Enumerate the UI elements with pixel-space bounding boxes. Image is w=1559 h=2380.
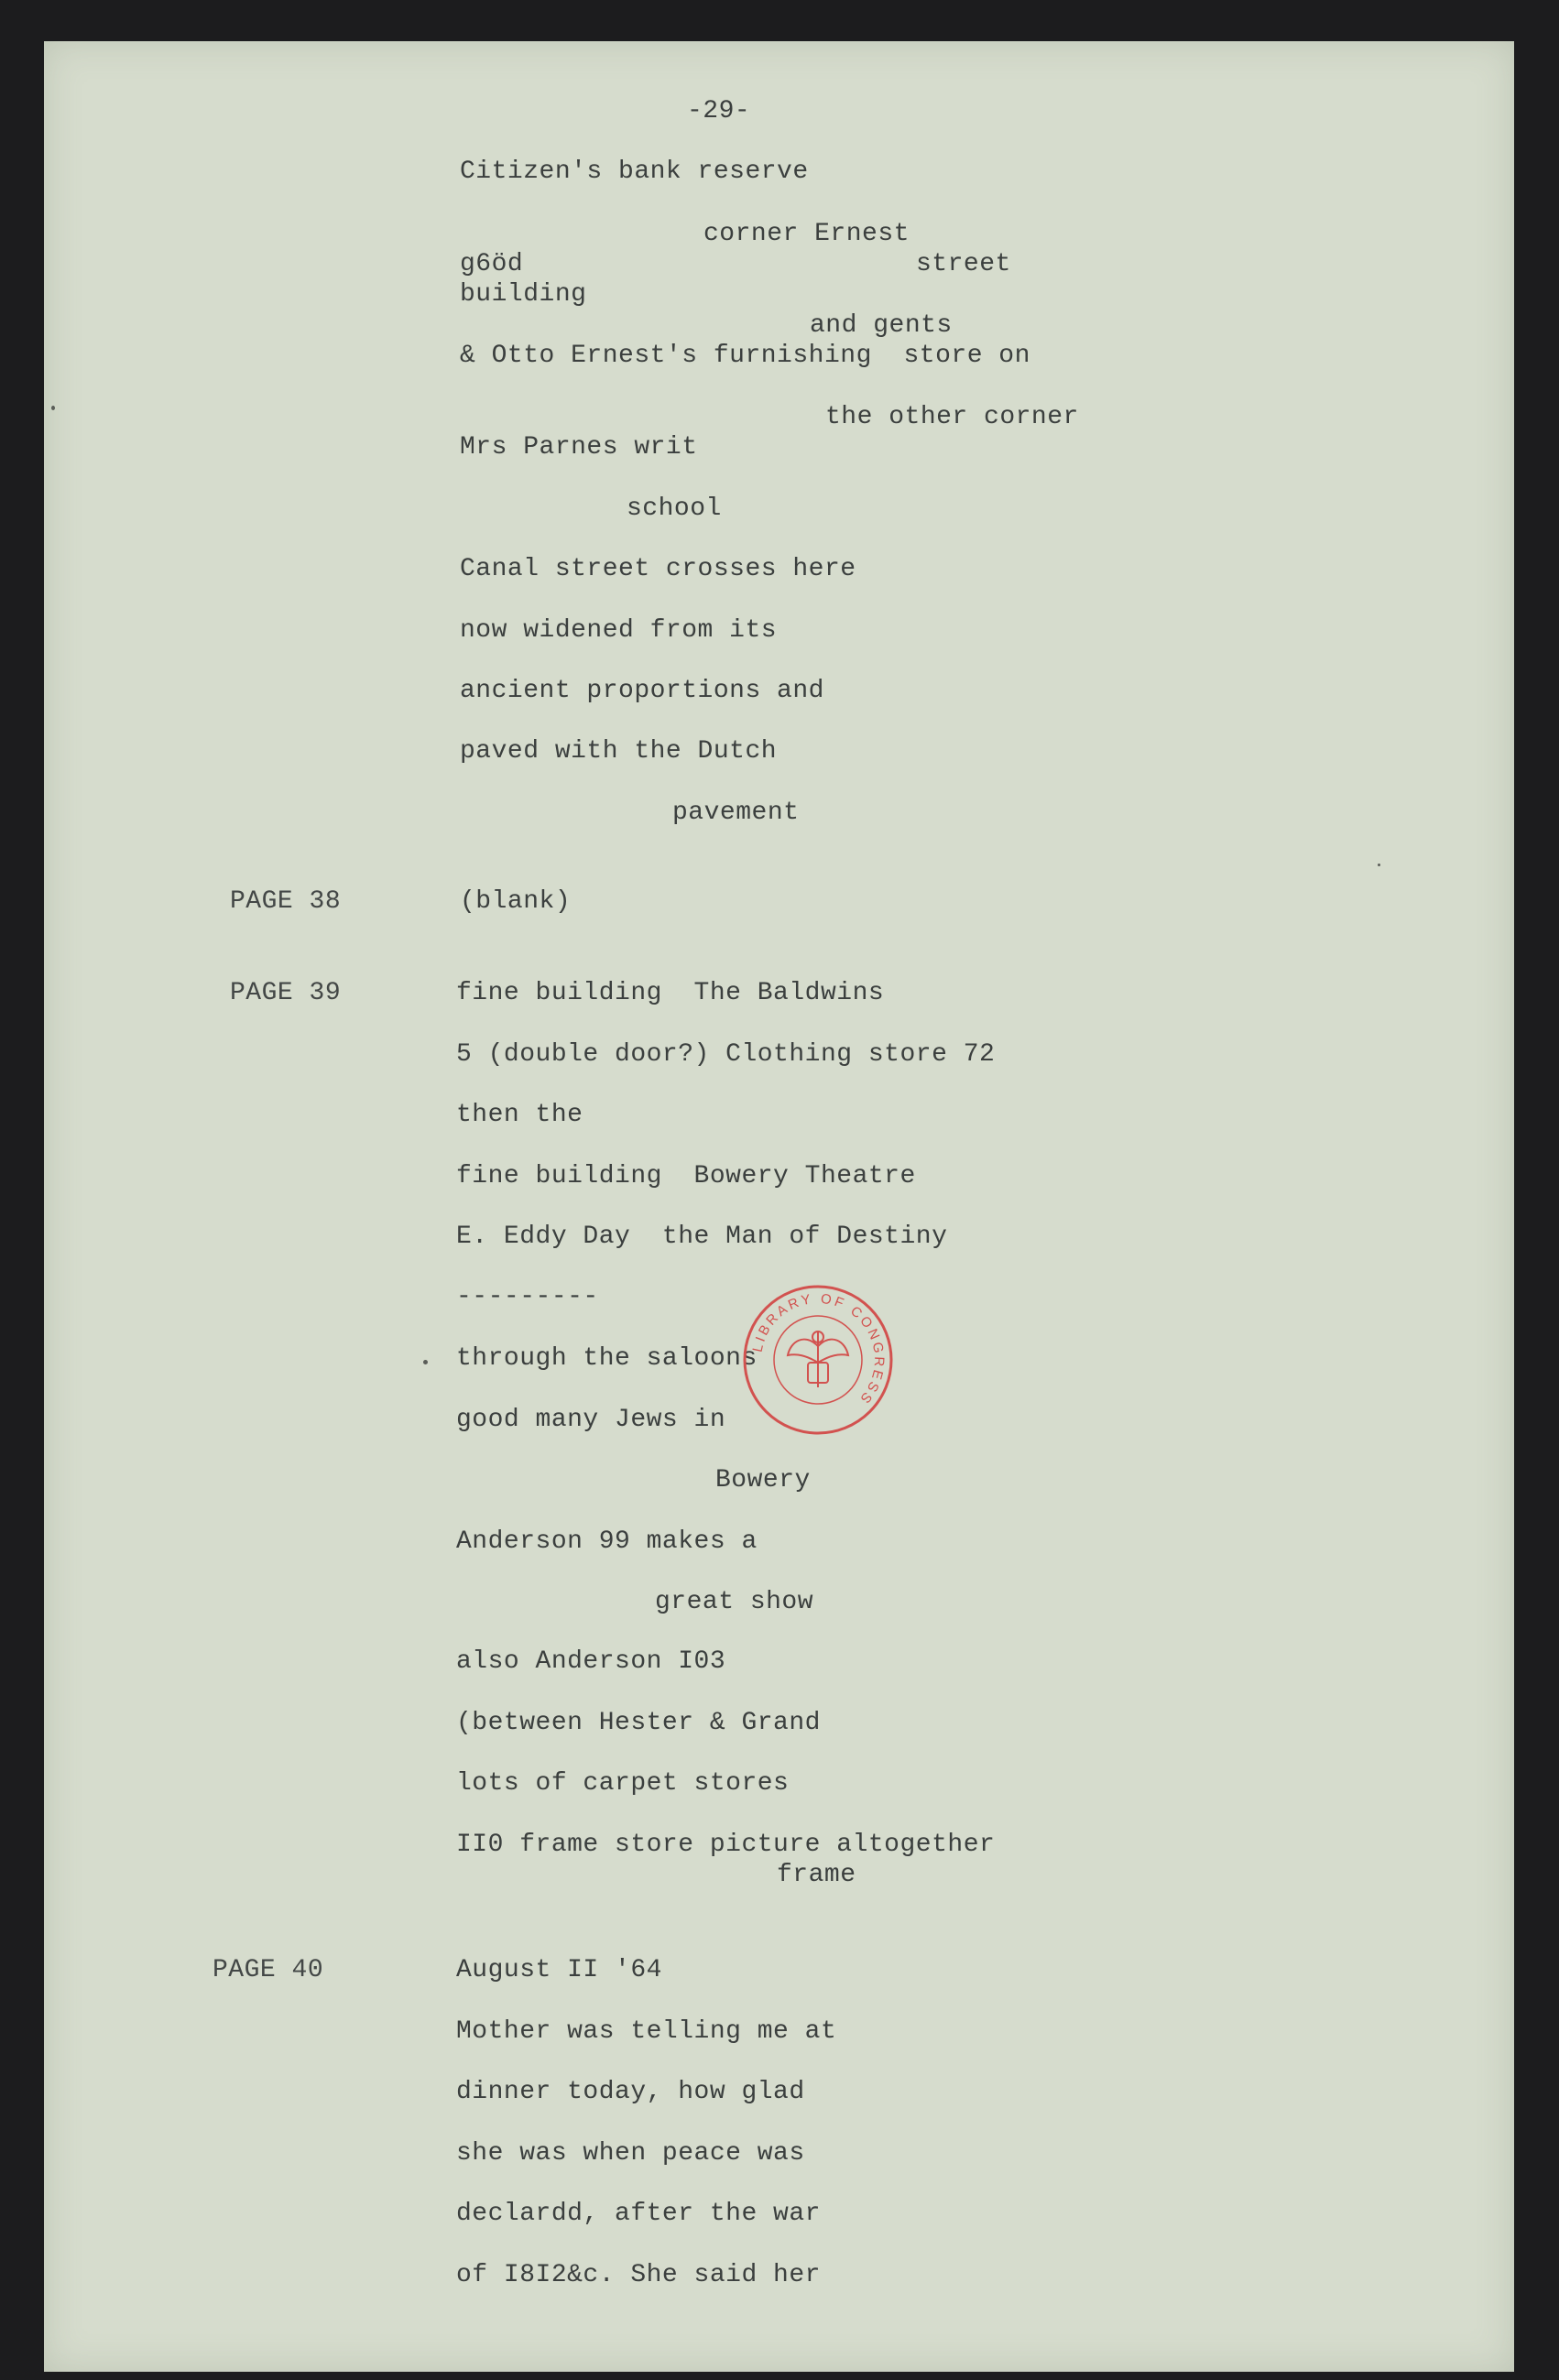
text-line: (between Hester & Grand xyxy=(456,1709,821,1737)
text-line: (blank) xyxy=(460,887,572,916)
page-label-39: PAGE 39 xyxy=(230,979,342,1007)
text-line: through the saloons xyxy=(456,1344,758,1373)
svg-text:LIBRARY OF CONGRESS: LIBRARY OF CONGRESS xyxy=(749,1290,888,1408)
text-line: paved with the Dutch xyxy=(460,737,778,766)
text-line: fine building Bowery Theatre xyxy=(456,1162,916,1190)
text-line: II0 frame store picture altogether xyxy=(456,1831,996,1859)
text-line: then the xyxy=(456,1101,583,1129)
text-line: dinner today, how glad xyxy=(456,2078,805,2106)
text-line: Mother was telling me at xyxy=(456,2017,837,2046)
text-line: and gents xyxy=(810,311,953,340)
paper-speck xyxy=(1378,864,1380,866)
text-line: Canal street crosses here xyxy=(460,555,856,583)
text-line: & Otto Ernest's furnishing store on xyxy=(460,342,1030,370)
text-line: of I8I2&c. She said her xyxy=(456,2261,821,2289)
text-line: g6öd xyxy=(460,250,524,278)
text-line: lots of carpet stores xyxy=(456,1769,790,1798)
text-line: ancient proportions and xyxy=(460,677,824,705)
text-line: frame xyxy=(777,1861,856,1889)
page-number: -29- xyxy=(687,97,751,125)
text-line: now widened from its xyxy=(460,616,778,645)
text-line: E. Eddy Day the Man of Destiny xyxy=(456,1223,948,1251)
text-line: good many Jews in xyxy=(456,1406,726,1434)
library-of-congress-stamp xyxy=(740,1282,896,1438)
text-line: she was when peace was xyxy=(456,2139,805,2168)
text-line: great show xyxy=(655,1588,814,1616)
text-line: Anderson 99 makes a xyxy=(456,1527,758,1556)
text-line: the other corner xyxy=(825,403,1079,431)
text-line: 5 (double door?) Clothing store 72 xyxy=(456,1040,996,1069)
text-line: August II '64 xyxy=(456,1956,662,1984)
text-line: Citizen's bank reserve xyxy=(460,158,809,186)
text-line: fine building The Baldwins xyxy=(456,979,885,1007)
page-label-40: PAGE 40 xyxy=(213,1956,324,1984)
text-line: pavement xyxy=(672,799,800,827)
text-line: corner Ernest xyxy=(703,220,910,248)
text-line: school xyxy=(627,494,722,523)
text-line: street xyxy=(916,250,1011,278)
paper-speck xyxy=(423,1360,428,1364)
text-line: building xyxy=(460,280,587,309)
page-label-38: PAGE 38 xyxy=(230,887,342,916)
text-line: declardd, after the war xyxy=(456,2200,821,2228)
text-line: Bowery xyxy=(715,1466,811,1494)
text-line: also Anderson I03 xyxy=(456,1647,726,1676)
document-page xyxy=(44,41,1514,2372)
text-line: Mrs Parnes writ xyxy=(460,433,698,462)
divider-dashes: --------- xyxy=(456,1283,599,1311)
paper-speck xyxy=(51,406,55,410)
